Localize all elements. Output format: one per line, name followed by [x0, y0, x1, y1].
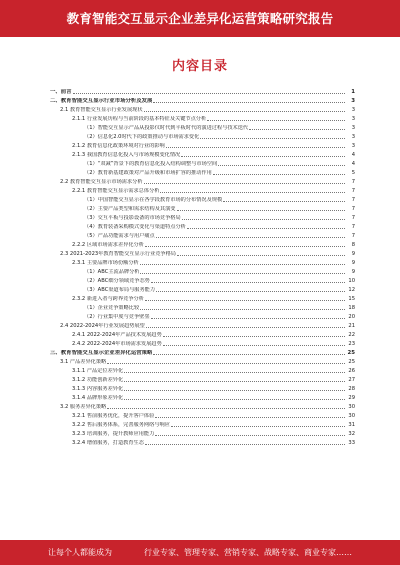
toc-page-number: 21 — [348, 323, 355, 329]
toc-entry-text: 一、前言 — [50, 89, 72, 95]
toc-leader-dots — [140, 273, 345, 274]
toc-page-number: 7 — [351, 224, 355, 230]
toc-page-number: 9 — [351, 251, 355, 257]
toc-entry[interactable] — [50, 419, 355, 428]
toc-entry[interactable] — [50, 149, 355, 158]
toc-page-number: 25 — [348, 359, 355, 365]
toc-page-number: 7 — [351, 188, 355, 194]
toc-leader-dots — [153, 354, 345, 355]
toc-page-number: 5 — [351, 170, 355, 176]
toc-page-number: 3 — [351, 134, 355, 140]
toc-leader-dots — [140, 264, 345, 265]
toc-leader-dots — [153, 102, 345, 103]
toc-entry-text: 2.1.3 我国教育信息化投入与市场规模变化情况 — [72, 152, 181, 158]
toc-page-number: 3 — [351, 107, 355, 113]
toc-page-number: 27 — [348, 377, 355, 383]
toc-leader-dots — [107, 408, 345, 409]
toc-entry-text: 2.4 2022-2024年行业发展趋势展望 — [60, 323, 145, 329]
toc-leader-dots — [187, 228, 345, 229]
toc-page-number: 20 — [348, 314, 355, 320]
toc-leader-dots — [177, 255, 345, 256]
toc-entry[interactable] — [50, 392, 355, 401]
toc-entry-text: （3）ABC渠道布局与服务能力 — [84, 287, 156, 293]
toc-entry-text: 2.1 教育智能交互显示行业发展现状 — [60, 107, 143, 113]
toc-entry-text: 2.2.1 教育智能交互显示需求总体分析 — [72, 188, 160, 194]
toc-leader-dots — [140, 309, 345, 310]
toc-entry[interactable] — [50, 428, 355, 437]
toc-page-number: 32 — [348, 431, 355, 437]
toc-page-number: 30 — [348, 404, 355, 410]
toc-entry-text: （1）中国智能交互显示在各学段教育市场的分布情况及规模 — [84, 197, 223, 203]
toc-entry[interactable] — [50, 185, 355, 194]
toc-entry[interactable] — [50, 266, 355, 275]
toc-entry[interactable] — [50, 194, 355, 203]
toc-entry[interactable] — [50, 86, 355, 95]
toc-page-number: 3 — [351, 98, 355, 104]
toc-entry-text: 3.1 产品差异化策略 — [60, 359, 107, 365]
toc-entry[interactable] — [50, 158, 355, 167]
toc-entry[interactable] — [50, 140, 355, 149]
footer-experts: 行业专家、管理专家、营销专家、战略专家、商业专家…… — [144, 548, 352, 557]
toc-entry[interactable] — [50, 293, 355, 302]
toc-entry-text: （2）行业集中度与竞争壁垒 — [84, 314, 150, 320]
toc-leader-dots — [146, 327, 345, 328]
toc-entry[interactable] — [50, 167, 355, 176]
toc-entry-text: 3.1.1 产品定位差异化 — [72, 368, 124, 374]
toc-leader-dots — [166, 147, 345, 148]
toc-entry-text: 3.1.3 内容服务差异化 — [72, 386, 124, 392]
toc-page-number: 7 — [351, 197, 355, 203]
toc-leader-dots — [200, 138, 345, 139]
toc-leader-dots — [156, 237, 345, 238]
toc-entry-text: （5）产品功能需求与用户痛点 — [84, 233, 155, 239]
toc-leader-dots — [155, 417, 345, 418]
toc-leader-dots — [163, 336, 345, 337]
toc-leader-dots — [249, 129, 345, 130]
toc-page-number: 3 — [351, 116, 355, 122]
toc-leader-dots — [144, 183, 345, 184]
toc-leader-dots — [124, 390, 345, 391]
toc-leader-dots — [145, 246, 345, 247]
toc-leader-dots — [144, 111, 345, 112]
toc-entry[interactable] — [50, 203, 355, 212]
toc-entry[interactable] — [50, 95, 355, 104]
toc-entry-text: （3）交互平板与投影设备的市场竞争格局 — [84, 215, 181, 221]
toc-entry[interactable] — [50, 347, 355, 356]
toc-leader-dots — [181, 156, 345, 157]
toc-entry[interactable] — [50, 356, 355, 365]
toc-entry-text: 3.1.4 品牌形象差异化 — [72, 395, 124, 401]
toc-page-number: 33 — [348, 440, 355, 446]
toc-entry-text: 2.1.2 教育信息化政策环境对行业的影响 — [72, 143, 165, 149]
toc-leader-dots — [218, 165, 345, 166]
toc-page-number: 3 — [351, 125, 355, 131]
toc-entry-text: 三、教育智能交互显示企业差异化运营策略 — [50, 350, 153, 356]
toc-page-number: 22 — [348, 332, 355, 338]
toc-entry-text: （2）ABC细分领域竞争态势 — [84, 278, 150, 284]
toc-entry[interactable] — [50, 374, 355, 383]
toc-leader-dots — [151, 318, 345, 319]
toc-page-number: 9 — [351, 269, 355, 275]
toc-entry-text: 二、教育智能交互显示行业市场分析及发展 — [50, 98, 153, 104]
toc-entry[interactable] — [50, 365, 355, 374]
toc-entry[interactable] — [50, 302, 355, 311]
toc-entry-text: 3.2.4 增值服务，打造教育生态 — [72, 440, 144, 446]
toc-page-number: 29 — [348, 395, 355, 401]
toc-page-number: 23 — [348, 341, 355, 347]
toc-entry-text: （4）教育装备采购模式变化与渠道特点分析 — [84, 224, 186, 230]
toc-entry-text: （2）主要产品类型和需求结构及其演变 — [84, 206, 176, 212]
toc-entry[interactable] — [50, 311, 355, 320]
toc-entry[interactable] — [50, 401, 355, 410]
toc-entry[interactable] — [50, 113, 355, 122]
toc-entry[interactable] — [50, 275, 355, 284]
table-of-contents — [50, 86, 355, 446]
toc-entry-text: 3.2 服务差异化策略 — [60, 404, 107, 410]
toc-leader-dots — [156, 291, 345, 292]
toc-entry-text: 2.2.2 区域市场需求差异化分析 — [72, 242, 144, 248]
toc-entry-text: 3.2.2 售后服务体系，完善服务网络与响应 — [72, 422, 170, 428]
toc-leader-dots — [124, 381, 345, 382]
toc-entry-text: 2.2 教育智能交互显示市场需求分析 — [60, 179, 143, 185]
toc-leader-dots — [163, 345, 345, 346]
toc-page-number: 8 — [351, 242, 355, 248]
report-title: 教育智能交互显示企业差异化运营策略研究报告 — [66, 11, 334, 26]
toc-entry[interactable] — [50, 257, 355, 266]
toc-page-number: 7 — [351, 179, 355, 185]
toc-page-number: 9 — [351, 260, 355, 266]
toc-entry-text: （1）智能交互显示产品从投影仪时代到平板时代的演进过程与技术迭代 — [84, 125, 249, 131]
toc-leader-dots — [107, 363, 345, 364]
toc-page-number: 26 — [348, 368, 355, 374]
toc-page-number: 15 — [348, 296, 355, 302]
toc-leader-dots — [145, 444, 345, 445]
toc-page-number: 31 — [348, 422, 355, 428]
toc-leader-dots — [223, 201, 345, 202]
toc-entry-text: （1）ABC主流品牌分析 — [84, 269, 140, 275]
toc-entry[interactable] — [50, 221, 355, 230]
toc-entry-text: 2.3.1 主要品牌市场份额分析 — [72, 260, 139, 266]
toc-entry[interactable] — [50, 131, 355, 140]
toc-page-number: 4 — [351, 152, 355, 158]
report-footer — [0, 540, 400, 565]
toc-leader-dots — [73, 93, 345, 94]
toc-page-number: 12 — [348, 287, 355, 293]
toc-page-number: 7 — [351, 233, 355, 239]
toc-entry-text: （1）企业竞争策略比较 — [84, 305, 140, 311]
toc-leader-dots — [207, 120, 345, 121]
toc-entry[interactable] — [50, 248, 355, 257]
toc-page-number: 1 — [351, 89, 355, 95]
toc-entry-text: 3.2.1 售前服务优化，提升客户体验 — [72, 413, 155, 419]
toc-page-number: 25 — [347, 350, 355, 356]
toc-page-number: 28 — [348, 386, 355, 392]
toc-entry[interactable] — [50, 410, 355, 419]
toc-entry[interactable] — [50, 122, 355, 131]
toc-entry-text: 2.3.2 新进入者与跨界竞争分析 — [72, 296, 144, 302]
toc-leader-dots — [171, 426, 345, 427]
toc-page-number: 18 — [348, 305, 355, 311]
toc-entry[interactable] — [50, 104, 355, 113]
toc-page-number: 10 — [348, 278, 355, 284]
toc-entry-text: 2.4.2 2022-2024年市场需求发展趋势 — [72, 341, 162, 347]
toc-leader-dots — [155, 435, 345, 436]
toc-entry[interactable] — [50, 329, 355, 338]
toc-page-number: 3 — [351, 143, 355, 149]
toc-entry-text: （2）教育新基建政策对产品升级和市场扩容的推动作用 — [84, 170, 212, 176]
toc-entry[interactable] — [50, 284, 355, 293]
toc-entry[interactable] — [50, 338, 355, 347]
toc-leader-dots — [177, 210, 346, 211]
toc-entry[interactable] — [50, 437, 355, 446]
toc-page-number: 4 — [351, 161, 355, 167]
toc-page-number: 30 — [348, 413, 355, 419]
toc-page-number: 7 — [351, 215, 355, 221]
toc-entry[interactable] — [50, 230, 355, 239]
footer-slogan: 让每个人都能成为 — [48, 548, 112, 557]
toc-entry-text: 2.4.1 2022-2024年产品技术发展趋势 — [72, 332, 162, 338]
toc-leader-dots — [160, 192, 345, 193]
toc-entry-text: 2.1.1 行业发展历程与当前阶段的基本特征及关键节点分析 — [72, 116, 207, 122]
toc-leader-dots — [124, 372, 345, 373]
toc-entry[interactable] — [50, 212, 355, 221]
toc-entry-text: 3.1.2 功能创新差异化 — [72, 377, 124, 383]
toc-entry-text: 2.3 2021-2023年教育智能交互显示行业竞争格局 — [60, 251, 176, 257]
toc-entry-text: 3.2.3 培训服务，提升教师应用能力 — [72, 431, 155, 437]
toc-entry-text: （2）信息化2.0时代下的政策推动与市场需求变化 — [84, 134, 200, 140]
report-header — [0, 0, 400, 37]
toc-entry[interactable] — [50, 176, 355, 185]
toc-page-number: 7 — [351, 206, 355, 212]
toc-entry[interactable] — [50, 383, 355, 392]
toc-leader-dots — [151, 282, 345, 283]
toc-leader-dots — [182, 219, 345, 220]
toc-heading: 内容目录 — [171, 59, 228, 74]
toc-leader-dots — [213, 174, 345, 175]
toc-leader-dots — [145, 300, 345, 301]
toc-leader-dots — [124, 399, 345, 400]
toc-entry-text: （1）“双减”背景下的教育信息化投入结构调整与市场空间 — [84, 161, 218, 167]
toc-entry[interactable] — [50, 320, 355, 329]
toc-entry[interactable] — [50, 239, 355, 248]
